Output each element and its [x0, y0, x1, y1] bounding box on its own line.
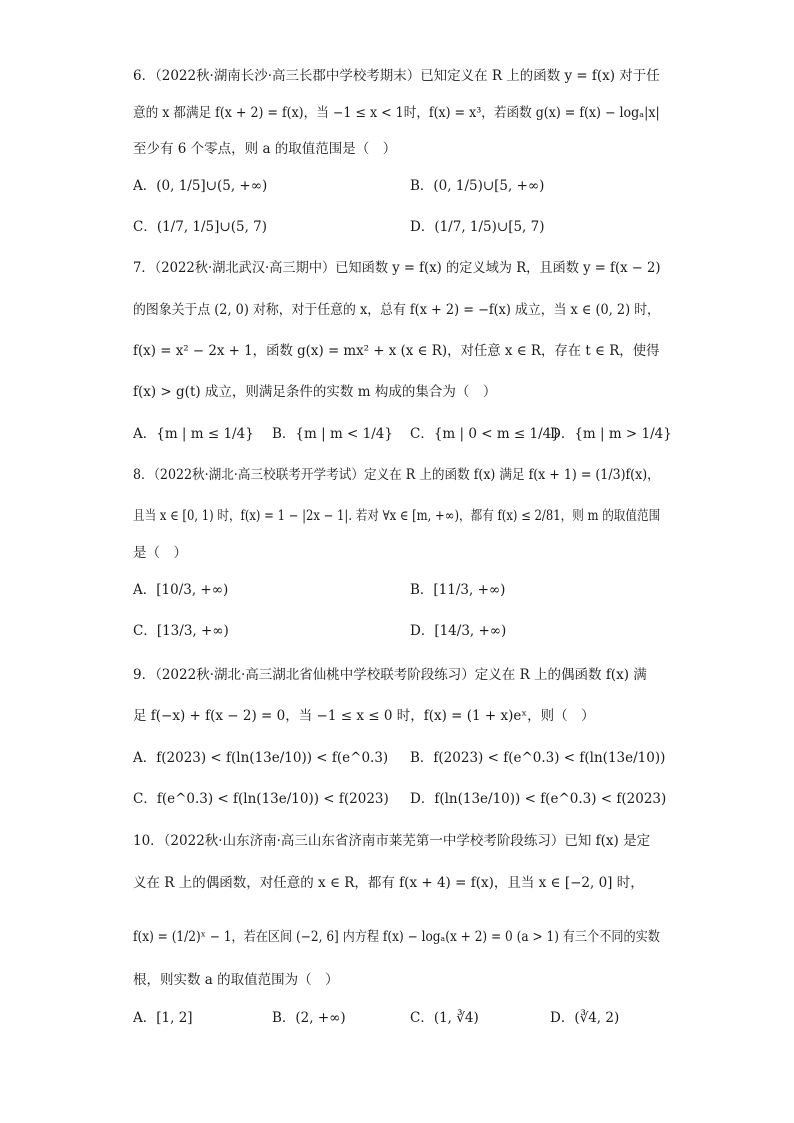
q6-line-2: 意的 x 都满足 f(x + 2) = f(x)，当 −1 ≤ x < 1时，f(x) = x³，若函数 g(x) = f(x) − logₐ|x|: [133, 105, 660, 121]
q6-option-b[interactable]: B．(0, 1/5)∪[5, +∞): [410, 178, 545, 194]
q8-line-1: 8．（2022秋·湖北·高三校联考开学考试）定义在 R 上的函数 f(x) 满足 f(x + 1) = (1/3)f(x)，: [133, 467, 660, 483]
q8-option-a[interactable]: A．[10/3, +∞): [133, 582, 229, 598]
q7-option-c[interactable]: C．{m | 0 < m ≤ 1/4}: [410, 426, 560, 442]
q7-option-b[interactable]: B．{m | m < 1/4}: [272, 426, 393, 442]
q9-option-d[interactable]: D．f(ln(13e/10)) < f(e^0.3) < f(2023): [410, 791, 667, 807]
q9-option-c[interactable]: C．f(e^0.3) < f(ln(13e/10)) < f(2023): [133, 791, 389, 807]
q7-option-d[interactable]: D．{m | m > 1/4}: [550, 426, 672, 442]
q6-line-3: 至少有 6 个零点，则 a 的取值范围是（ ）: [133, 141, 397, 157]
q10-option-b[interactable]: B．(2, +∞): [272, 1010, 346, 1026]
q6-option-d[interactable]: D．(1/7, 1/5)∪[5, 7): [410, 219, 545, 235]
q7-line-1: 7．（2022秋·湖北武汉·高三期中）已知函数 y = f(x) 的定义域为 R，且函数 y = f(x − 2): [133, 260, 661, 276]
q8-line-3: 是（ ）: [133, 545, 187, 561]
q9-option-b[interactable]: B．f(2023) < f(e^0.3) < f(ln(13e/10)): [410, 750, 666, 766]
q10-option-c[interactable]: C．(1, ∛4): [410, 1010, 479, 1026]
q10-option-a[interactable]: A．[1, 2]: [133, 1010, 193, 1026]
q9-line-2: 足 f(−x) + f(x − 2) = 0，当 −1 ≤ x ≤ 0 时，f(x) = (1 + x)eˣ，则（ ）: [133, 708, 595, 724]
q8-option-d[interactable]: D．[14/3, +∞): [410, 623, 507, 639]
q8-line-2: 且当 x ∈ [0, 1) 时，f(x) = 1 − |2x − 1|. 若对 ∀x ∈ [m, +∞)，都有 f(x) ≤ 2/81，则 m 的取值范围: [133, 508, 661, 524]
q9-option-a[interactable]: A．f(2023) < f(ln(13e/10)) < f(e^0.3): [133, 750, 389, 766]
q9-line-1: 9．（2022秋·湖北·高三湖北省仙桃中学校联考阶段练习）定义在 R 上的偶函数 f(x) 满: [133, 667, 647, 683]
q7-line-4: f(x) > g(t) 成立，则满足条件的实数 m 构成的集合为（ ）: [133, 384, 497, 400]
q6-line-1: 6．（2022秋·湖南长沙·高三长郡中学校考期末）已知定义在 R 上的函数 y = f(x) 对于任: [133, 68, 660, 84]
q7-option-a[interactable]: A．{m | m ≤ 1/4}: [133, 426, 254, 442]
q6-option-a[interactable]: A．(0, 1/5]∪(5, +∞): [133, 178, 268, 194]
q10-option-d[interactable]: D．(∛4, 2): [550, 1010, 620, 1026]
q10-line-4: 根，则实数 a 的取值范围为（ ）: [133, 972, 339, 988]
q7-line-2: 的图象关于点 (2, 0) 对称，对于任意的 x，总有 f(x + 2) = −f(x) 成立，当 x ∈ (0, 2) 时，: [133, 302, 660, 318]
q10-line-1: 10．（2022秋·山东济南·高三山东省济南市莱芜第一中学校考阶段练习）已知 f(x) 是定: [133, 833, 651, 849]
q8-option-c[interactable]: C．[13/3, +∞): [133, 623, 229, 639]
q8-option-b[interactable]: B．[11/3, +∞): [410, 582, 506, 598]
q10-line-3: f(x) = (1/2)ˣ − 1，若在区间 (−2, 6] 内方程 f(x) − logₐ(x + 2) = 0 (a > 1) 有三个不同的实数: [133, 929, 660, 945]
q7-line-3: f(x) = x² − 2x + 1，函数 g(x) = mx² + x (x ∈ R)，对任意 x ∈ R，存在 t ∈ R，使得: [133, 343, 660, 359]
q6-option-c[interactable]: C．(1/7, 1/5]∪(5, 7): [133, 219, 268, 235]
q10-line-2: 义在 R 上的偶函数，对任意的 x ∈ R，都有 f(x + 4) = f(x)，且当 x ∈ [−2, 0] 时，: [133, 875, 644, 891]
